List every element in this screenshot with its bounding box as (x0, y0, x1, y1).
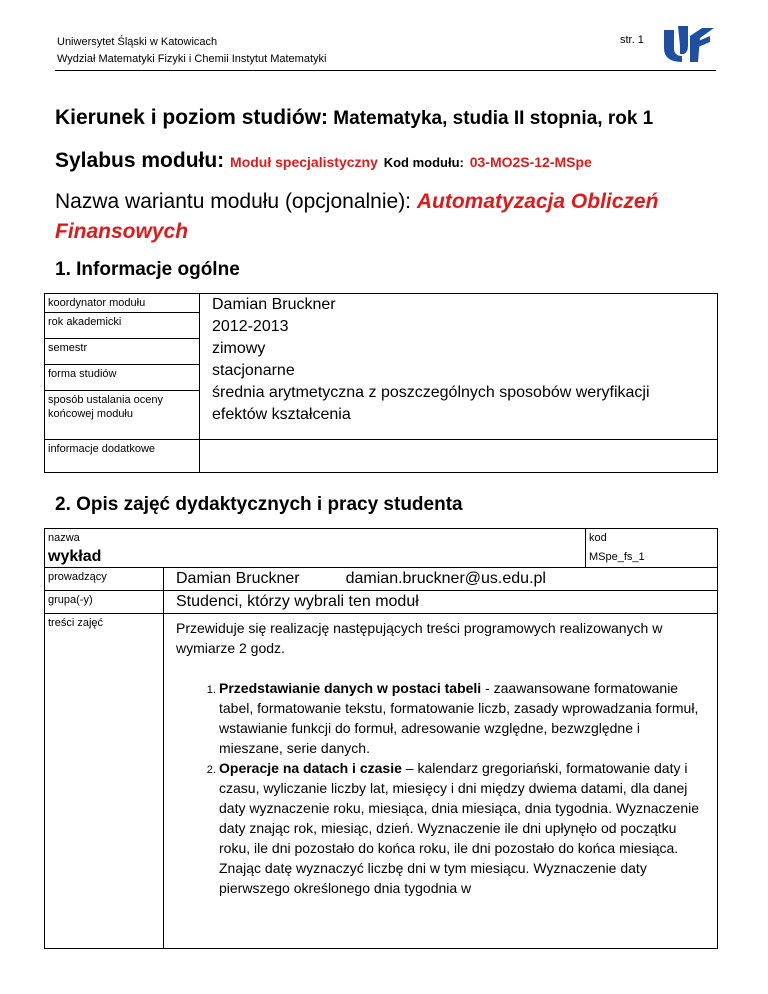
tresci-value (164, 614, 718, 949)
grupa-label: grupa(-y) (45, 591, 164, 614)
informacje-dodatkowe-value (200, 440, 718, 473)
kod-modulu-value: 03-MO2S-12-MSpe (469, 154, 592, 170)
table-row (45, 591, 718, 614)
item-title: Operacje na datach i czasie (219, 760, 402, 776)
opis-zajec-table (44, 528, 718, 949)
row-label: koordynator modułu (45, 294, 200, 313)
sposob-ustalania-value: średnia arytmetyczna z poszczególnych sposobów weryfikacji efektów kształcenia (212, 384, 650, 423)
kod-value: MSpe_fs_1 (589, 551, 645, 563)
university-name: Uniwersytet Śląski w Katowicach (57, 36, 218, 48)
nazwa-wariantu-label: Nazwa wariantu modułu (opcjonalnie): (55, 190, 412, 213)
row-label: informacje dodatkowe (45, 440, 200, 473)
row-label: sposób ustalania oceny końcowej modułu (45, 391, 200, 440)
tresci-intro: Przewiduje się realizację następujących treści programowych realizowanych w wymiarze 2 godz. (176, 620, 663, 656)
page-header (57, 34, 326, 68)
kierunek-heading (55, 106, 653, 130)
nazwa-cell (45, 529, 586, 568)
koordynator-value: Damian Bruckner (212, 296, 336, 313)
section2-title: 2. Opis zajęć dydaktycznych i pracy studenta (55, 494, 463, 515)
nazwa-wariantu-value: Automatyzacja Obliczeń Finansowych (55, 190, 659, 243)
kierunek-label: Kierunek i poziom studiów: (55, 106, 329, 129)
table-row (45, 529, 718, 568)
rok-akademicki-value: 2012-2013 (212, 318, 289, 335)
table-row (45, 568, 718, 591)
sylabus-label: Sylabus modułu: (55, 149, 225, 172)
header-divider (55, 70, 716, 71)
kierunek-value: Matematyka, studia II stopnia, rok 1 (333, 108, 654, 129)
kod-label: kod (589, 532, 607, 544)
nazwa-wariantu-heading (55, 187, 715, 247)
nazwa-label: nazwa (48, 532, 80, 544)
row-label: semestr (45, 339, 200, 365)
section1-title: 1. Informacje ogólne (55, 259, 240, 280)
item-title: Przedstawianie danych w postaci tabeli (219, 680, 482, 696)
tresci-label: treści zajęć (45, 614, 164, 949)
row-label: forma studiów (45, 365, 200, 391)
informacje-ogolne-table (44, 293, 718, 473)
kod-cell (586, 529, 718, 568)
list-item (219, 758, 705, 898)
kod-modulu-label: Kod modułu: (383, 155, 464, 170)
prowadzacy-email[interactable]: damian.bruckner@us.edu.pl (345, 570, 546, 587)
sylabus-value: Moduł specjalistyczny (230, 154, 378, 170)
item-text: - zaawansowane formatowanie tabel, formatowanie tekstu, formatowanie liczb, zasady wprowadzania formuł, wstawianie funkcji do formuł, adresowanie względne, bezwzględne i mieszane, serie danych. (219, 680, 699, 756)
grupa-value: Studenci, którzy wybrali ten moduł (164, 591, 718, 614)
prowadzacy-label: prowadzący (45, 568, 164, 591)
prowadzacy-name: Damian Bruckner (176, 570, 300, 587)
tresci-list (176, 678, 705, 898)
sylabus-heading (55, 149, 592, 173)
nazwa-value: wykład (48, 548, 102, 565)
forma-studiow-value: stacjonarne (212, 362, 295, 379)
faculty-name: Wydział Matematyki Fizyki i Chemii Instytut Matematyki (57, 53, 327, 65)
page-number: str. 1 (620, 34, 644, 46)
table-row (45, 294, 718, 313)
item-text: – kalendarz gregoriański, formatowanie daty i czasu, wyliczanie liczby lat, miesięcy i dni między dwiema datami, dla danej daty wyznaczenie roku, miesiąca, dnia miesiąca, dnia tygodnia. Wyznaczenie daty znając rok, miesiąc, dzień. Wyznaczenie ile dni upłynęło od początku roku, ile dni pozostało do końca roku, ile dni pozostało do końca miesiąca. Znając datę wyznaczyć liczbę dni w tym miesiącu. Wyznaczenie daty pierwszego określonego dnia tygodnia w (219, 760, 700, 896)
university-logo (660, 22, 716, 66)
info-values-cell (200, 294, 718, 440)
list-item (219, 678, 705, 758)
row-label: rok akademicki (45, 313, 200, 339)
table-row (45, 614, 718, 949)
prowadzacy-value (164, 568, 718, 591)
semestr-value: zimowy (212, 340, 266, 357)
table-row (45, 440, 718, 473)
